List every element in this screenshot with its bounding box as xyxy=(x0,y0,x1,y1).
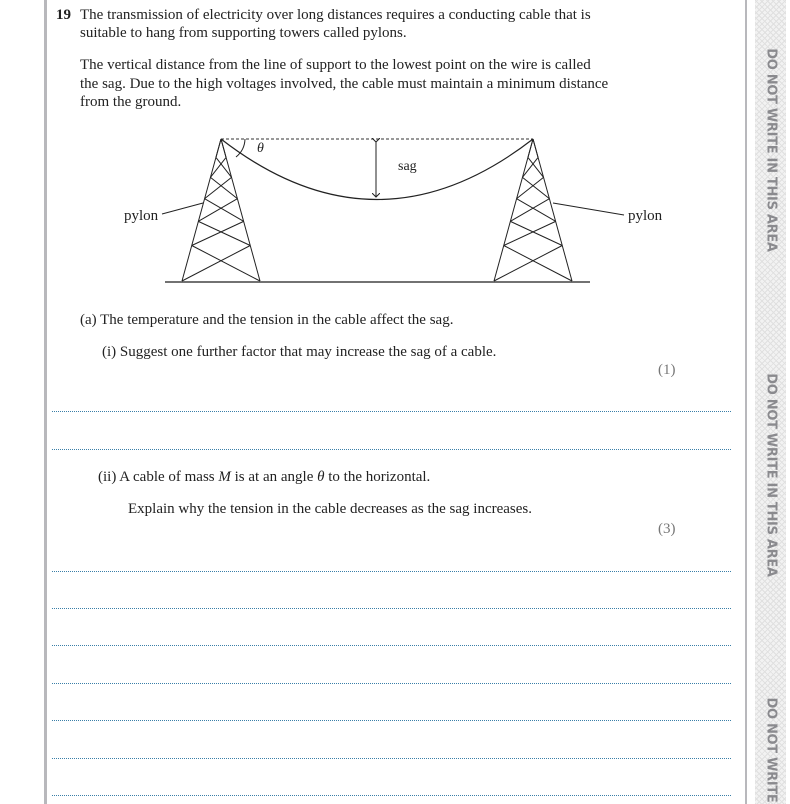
pylon-diagram xyxy=(0,0,745,300)
pylon-brace xyxy=(205,177,232,198)
pylon-brace xyxy=(494,246,562,282)
paragraph-text: the sag. Due to the high voltages involved, the cable must maintain a minimum distance xyxy=(80,76,609,92)
margin-warning-cut: DO NOT WRITE xyxy=(763,697,779,803)
question-text: (ii) A cable of mass xyxy=(98,469,219,485)
marks-a-i: (1) xyxy=(658,362,676,378)
answer-line[interactable] xyxy=(52,608,731,609)
answer-line[interactable] xyxy=(52,683,731,684)
pylon-brace xyxy=(533,139,538,157)
answer-line[interactable] xyxy=(52,571,731,572)
pylon-leg xyxy=(182,139,221,281)
margin-warning: DO NOT WRITE IN THIS AREA xyxy=(763,48,779,252)
pylon-brace xyxy=(198,199,237,222)
pylon-brace xyxy=(510,221,562,245)
pylon-brace xyxy=(510,199,549,222)
part-a-stem: (a) The temperature and the tension in the cable affect the sag. xyxy=(80,312,454,328)
paragraph-text: from the ground. xyxy=(80,94,182,110)
question-text: to the horizontal. xyxy=(324,469,431,485)
cable xyxy=(221,139,533,200)
pylon-label-left: pylon xyxy=(124,208,159,224)
pylon-leg xyxy=(221,139,260,281)
pylon-brace xyxy=(522,177,549,198)
pylon-brace xyxy=(192,221,244,245)
pylon-brace xyxy=(216,139,221,157)
pylon-leg xyxy=(533,139,572,281)
pylon-brace xyxy=(504,246,572,282)
pylon-brace xyxy=(182,246,250,282)
right-margin-border xyxy=(745,0,747,804)
answer-line[interactable] xyxy=(52,795,731,796)
answer-line[interactable] xyxy=(52,758,731,759)
question-number: 19 xyxy=(56,7,71,23)
pylon-pointer-left xyxy=(162,203,203,214)
part-a-i-question: (i) Suggest one further factor that may increase the sag of a cable. xyxy=(102,344,497,360)
pylon-brace xyxy=(517,199,556,222)
sag-label: sag xyxy=(398,159,417,174)
angle-arc xyxy=(236,139,245,157)
margin-warning: DO NOT WRITE IN THIS AREA xyxy=(763,373,779,577)
pylon-leg xyxy=(494,139,533,281)
pylon-label-right: pylon xyxy=(628,208,663,224)
part-a-ii-explain: Explain why the tension in the cable decreases as the sag increases. xyxy=(128,501,533,517)
intro-text: suitable to hang from supporting towers called pylons. xyxy=(80,25,407,41)
pylon-brace xyxy=(205,199,244,222)
theta-label: θ xyxy=(257,141,264,156)
pylon-right xyxy=(494,139,572,281)
theta-symbol: θ xyxy=(317,469,325,485)
pylon-brace xyxy=(504,221,556,245)
answer-line[interactable] xyxy=(52,645,731,646)
part-a-ii-question xyxy=(98,468,430,486)
pylon-pointer-right xyxy=(553,203,624,215)
answer-line[interactable] xyxy=(52,720,731,721)
intro-text: The transmission of electricity over long distances requires a conducting cable that is xyxy=(80,7,591,23)
pylon-brace xyxy=(210,177,237,198)
marks-a-ii: (3) xyxy=(658,521,676,537)
pylon-brace xyxy=(517,177,544,198)
pylon-brace xyxy=(192,246,260,282)
mass-symbol: M xyxy=(218,469,231,485)
question-text: is at an angle xyxy=(230,469,318,485)
pylon-left xyxy=(182,139,260,281)
pylon-brace xyxy=(198,221,250,245)
paragraph-text: The vertical distance from the line of support to the lowest point on the wire is called xyxy=(80,57,591,73)
answer-line[interactable] xyxy=(52,411,731,412)
answer-line[interactable] xyxy=(52,449,731,450)
